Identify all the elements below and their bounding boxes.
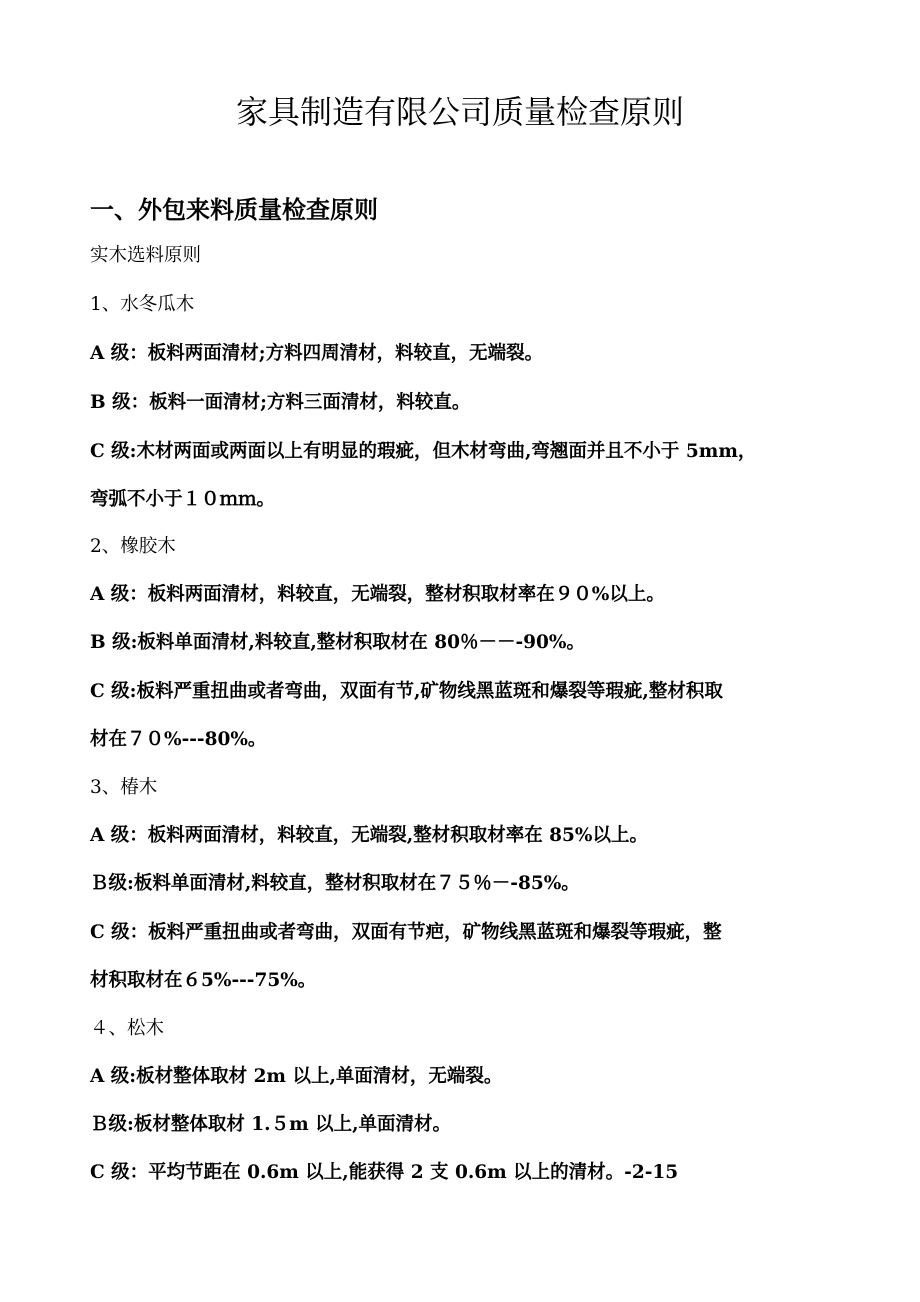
grade-line: B 级:板料单面清材,料较直,整材积取材在 80％－－-90%。 (90, 632, 585, 653)
grade-line: C 级：平均节距在 0.6m 以上,能获得 2 支 0.6m 以上的清材。-2-15 (90, 1162, 679, 1183)
grade-line: Ｂ级:板料单面清材,料较直，整材积取材在７５％－-85%。 (90, 873, 580, 894)
section-heading: 一、外包来料质量检查原则 (90, 195, 378, 224)
wood-type-heading: 1、水冬瓜木 (90, 294, 195, 315)
grade-line-continued: 材在７０%---80%。 (90, 729, 267, 750)
grade-line-continued: 弯弧不小于１０ｍｍ。 (90, 489, 276, 510)
wood-type-heading: ４、松木 (90, 1018, 165, 1039)
grade-line: A 级:板材整体取材 2m 以上,单面清材，无端裂。 (90, 1066, 503, 1087)
wood-type-heading: 3、椿木 (90, 777, 158, 798)
grade-line: B 级：板料一面清材;方料三面清材，料较直。 (90, 392, 471, 413)
grade-line: A 级：板料两面清材;方料四周清材，料较直，无端裂。 (90, 343, 544, 364)
subsection-title: 实木选料原则 (90, 245, 202, 266)
grade-line: Ｂ级:板材整体取材 1.５m 以上,单面清材。 (90, 1114, 452, 1135)
grade-line: C 级:板料严重扭曲或者弯曲，双面有节,矿物线黑蓝斑和爆裂等瑕疵,整材积取 (90, 681, 723, 702)
wood-type-heading: 2、橡胶木 (90, 536, 176, 557)
grade-line: A 级：板料两面清材，料较直，无端裂，整材积取材率在９０%以上。 (90, 584, 665, 605)
grade-line-continued: 材积取材在６5%---75%。 (90, 970, 317, 991)
document-title: 家具制造有限公司质量检查原则 (235, 93, 684, 131)
grade-line: A 级：板料两面清材，料较直，无端裂,整材积取材率在 85%以上。 (90, 825, 649, 846)
grade-line: C 级：板料严重扭曲或者弯曲，双面有节疤，矿物线黑蓝斑和爆裂等瑕疵，整 (90, 922, 722, 943)
grade-line: C 级:木材两面或两面以上有明显的瑕疵，但木材弯曲,弯翘面并且不小于 5mm， (90, 441, 757, 462)
